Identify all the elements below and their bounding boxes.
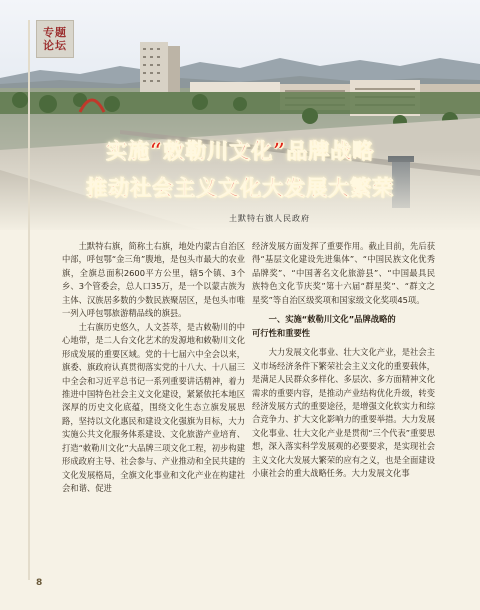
paragraph: 土右旗历史悠久，人文荟萃，是古敕勒川的中心地带，是二人台文化艺术的发源地和敕勒川文化形成发展的重要区域。党的十七届六中全会以来，旗委、旗政府认真贯彻落实党的十八大、十八届三中全会和习近平总书记一系列重要讲话精神，着力推进中国特色社会主义文化建设，紧紧依托本地区深厚的历史文化底蕴，围绕文化生态立旗发展思路，坚持以文化惠民和建设文化强旗为目标，大力实施公共文化服务体系建设、文化旅游产业培育、打造“敕勒川文化”大品牌三项文化工程，初步构建形成政府主导、社会参与、产业推动和全民共建的文化发展格局，全旗文化事业和文化产业在构建社会和谐、促进 bbox=[62, 321, 245, 494]
page-number: 8 bbox=[36, 578, 43, 588]
section-heading bbox=[252, 313, 435, 340]
author-byline: 土默特右旗人民政府 bbox=[229, 214, 310, 223]
section-tag bbox=[36, 20, 74, 58]
right-column bbox=[252, 240, 435, 481]
section-tag-line1: 专题 bbox=[43, 26, 67, 39]
article-title-line2: 推动社会主义文化大发展大繁荣 bbox=[86, 175, 394, 200]
paragraph: 土默特右旗，简称土右旗，地处内蒙古自治区中部，呼包鄂“金三角”腹地，是包头市最大的农业旗，全旗总面积2600平方公里，辖5个镇、3个乡、3个管委会，总人口35万，是一个以蒙古族为主体、汉族居多数的少数民族聚居区，是包头市唯一列入呼包鄂旅游精品线的旗县。 bbox=[62, 241, 245, 319]
section-heading-line2: 可行性和重要性 bbox=[252, 327, 311, 338]
paragraph: 大力发展文化事业、壮大文化产业，是社会主义市场经济条件下繁荣社会主义文化的重要载体，是满足人民群众多样化、多层次、多方面精神文化需求的重要内容，是推动产业结构优化升级，转变经济发展方式的重要途径，是增强文化软实力和综合竞争力、扩大文化影响力的重要举措。大力发展文化事业、壮大文化产业是贯彻“三个代表”重要思想，深入落实科学发展观的必要要求，是实现社会主义文化大发展大繁荣的应有之义，也是全面建设小康社会的重大战略任务。大力发展文化事 bbox=[252, 347, 435, 479]
section-tag-line2: 论坛 bbox=[43, 39, 67, 52]
paragraph-continued: 经济发展方面发挥了重要作用。截止目前，先后获得“基层文化建设先进集体”、“中国民族文化优秀品牌奖”、“中国著名文化旅游县”、“中国最具民族特色文化节庆奖”第十六届“群星奖”、“群文之星奖”等自治区级奖项和国家级文化奖项45项。 bbox=[252, 241, 435, 305]
margin-rule bbox=[28, 20, 30, 580]
section-heading-line1: 一、实施“敕勒川文化”品牌战略的 bbox=[268, 314, 396, 325]
left-column bbox=[62, 240, 245, 496]
article-title-line1: 实施“敕勒川文化”品牌战略 bbox=[105, 138, 375, 163]
